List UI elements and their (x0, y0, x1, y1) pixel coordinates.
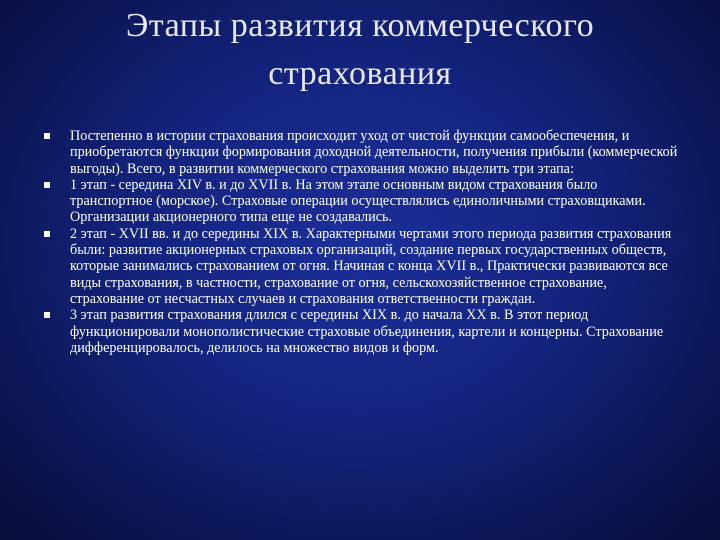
bullet-item-stage-3 (44, 307, 680, 356)
square-bullet-icon (44, 231, 50, 237)
bullet-item-intro (44, 128, 680, 177)
square-bullet-icon (44, 182, 50, 188)
square-bullet-icon (44, 312, 50, 318)
bullet-text: 2 этап - XVII вв. и до середины XIX в. Характерными чертами этого периода развития страхования были: развитие акционерных страховых организаций, создание первых государственных обществ, которые занимались страхованием от огня. Начиная с конца XVII в., Практически развиваются все виды страхования, в частности, страхование от огня, сельскохозяйственное страхование, страхование от несчастных случаев и страхования ответственности граждан. (70, 225, 672, 307)
square-bullet-icon (44, 133, 50, 139)
bullet-item-stage-2 (44, 226, 680, 307)
title-line-1: Этапы развития коммерческого (125, 7, 595, 44)
title-line-2: страхования (268, 55, 452, 92)
bullet-item-stage-1 (44, 177, 680, 226)
bullet-text: 3 этап развития страхования длился с середины XIX в. до начала XX в. В этот период функционировали монополистические страховые объединения, картели и концерны. Страхование дифференцировалось, делилось на множество видов и форм. (70, 307, 664, 356)
bullet-text: 1 этап - середина XIV в. и до XVII в. На этом этапе основным видом страхования было транспортное (морское). Страховые операции осуществлялись единоличными страховщиками. Организации акционерного типа еще не создавались. (70, 176, 646, 226)
slide-title (40, 2, 680, 98)
bullet-list (44, 128, 680, 356)
bullet-text: Постепенно в истории страхования происходит уход от чистой функции самообеспечения, и приобретаются функции формирования доходной деятельности, получения прибыли (коммерческой выгоды). Всего, в развитии коммерческого страхования можно выделить три этапа: (70, 128, 678, 177)
